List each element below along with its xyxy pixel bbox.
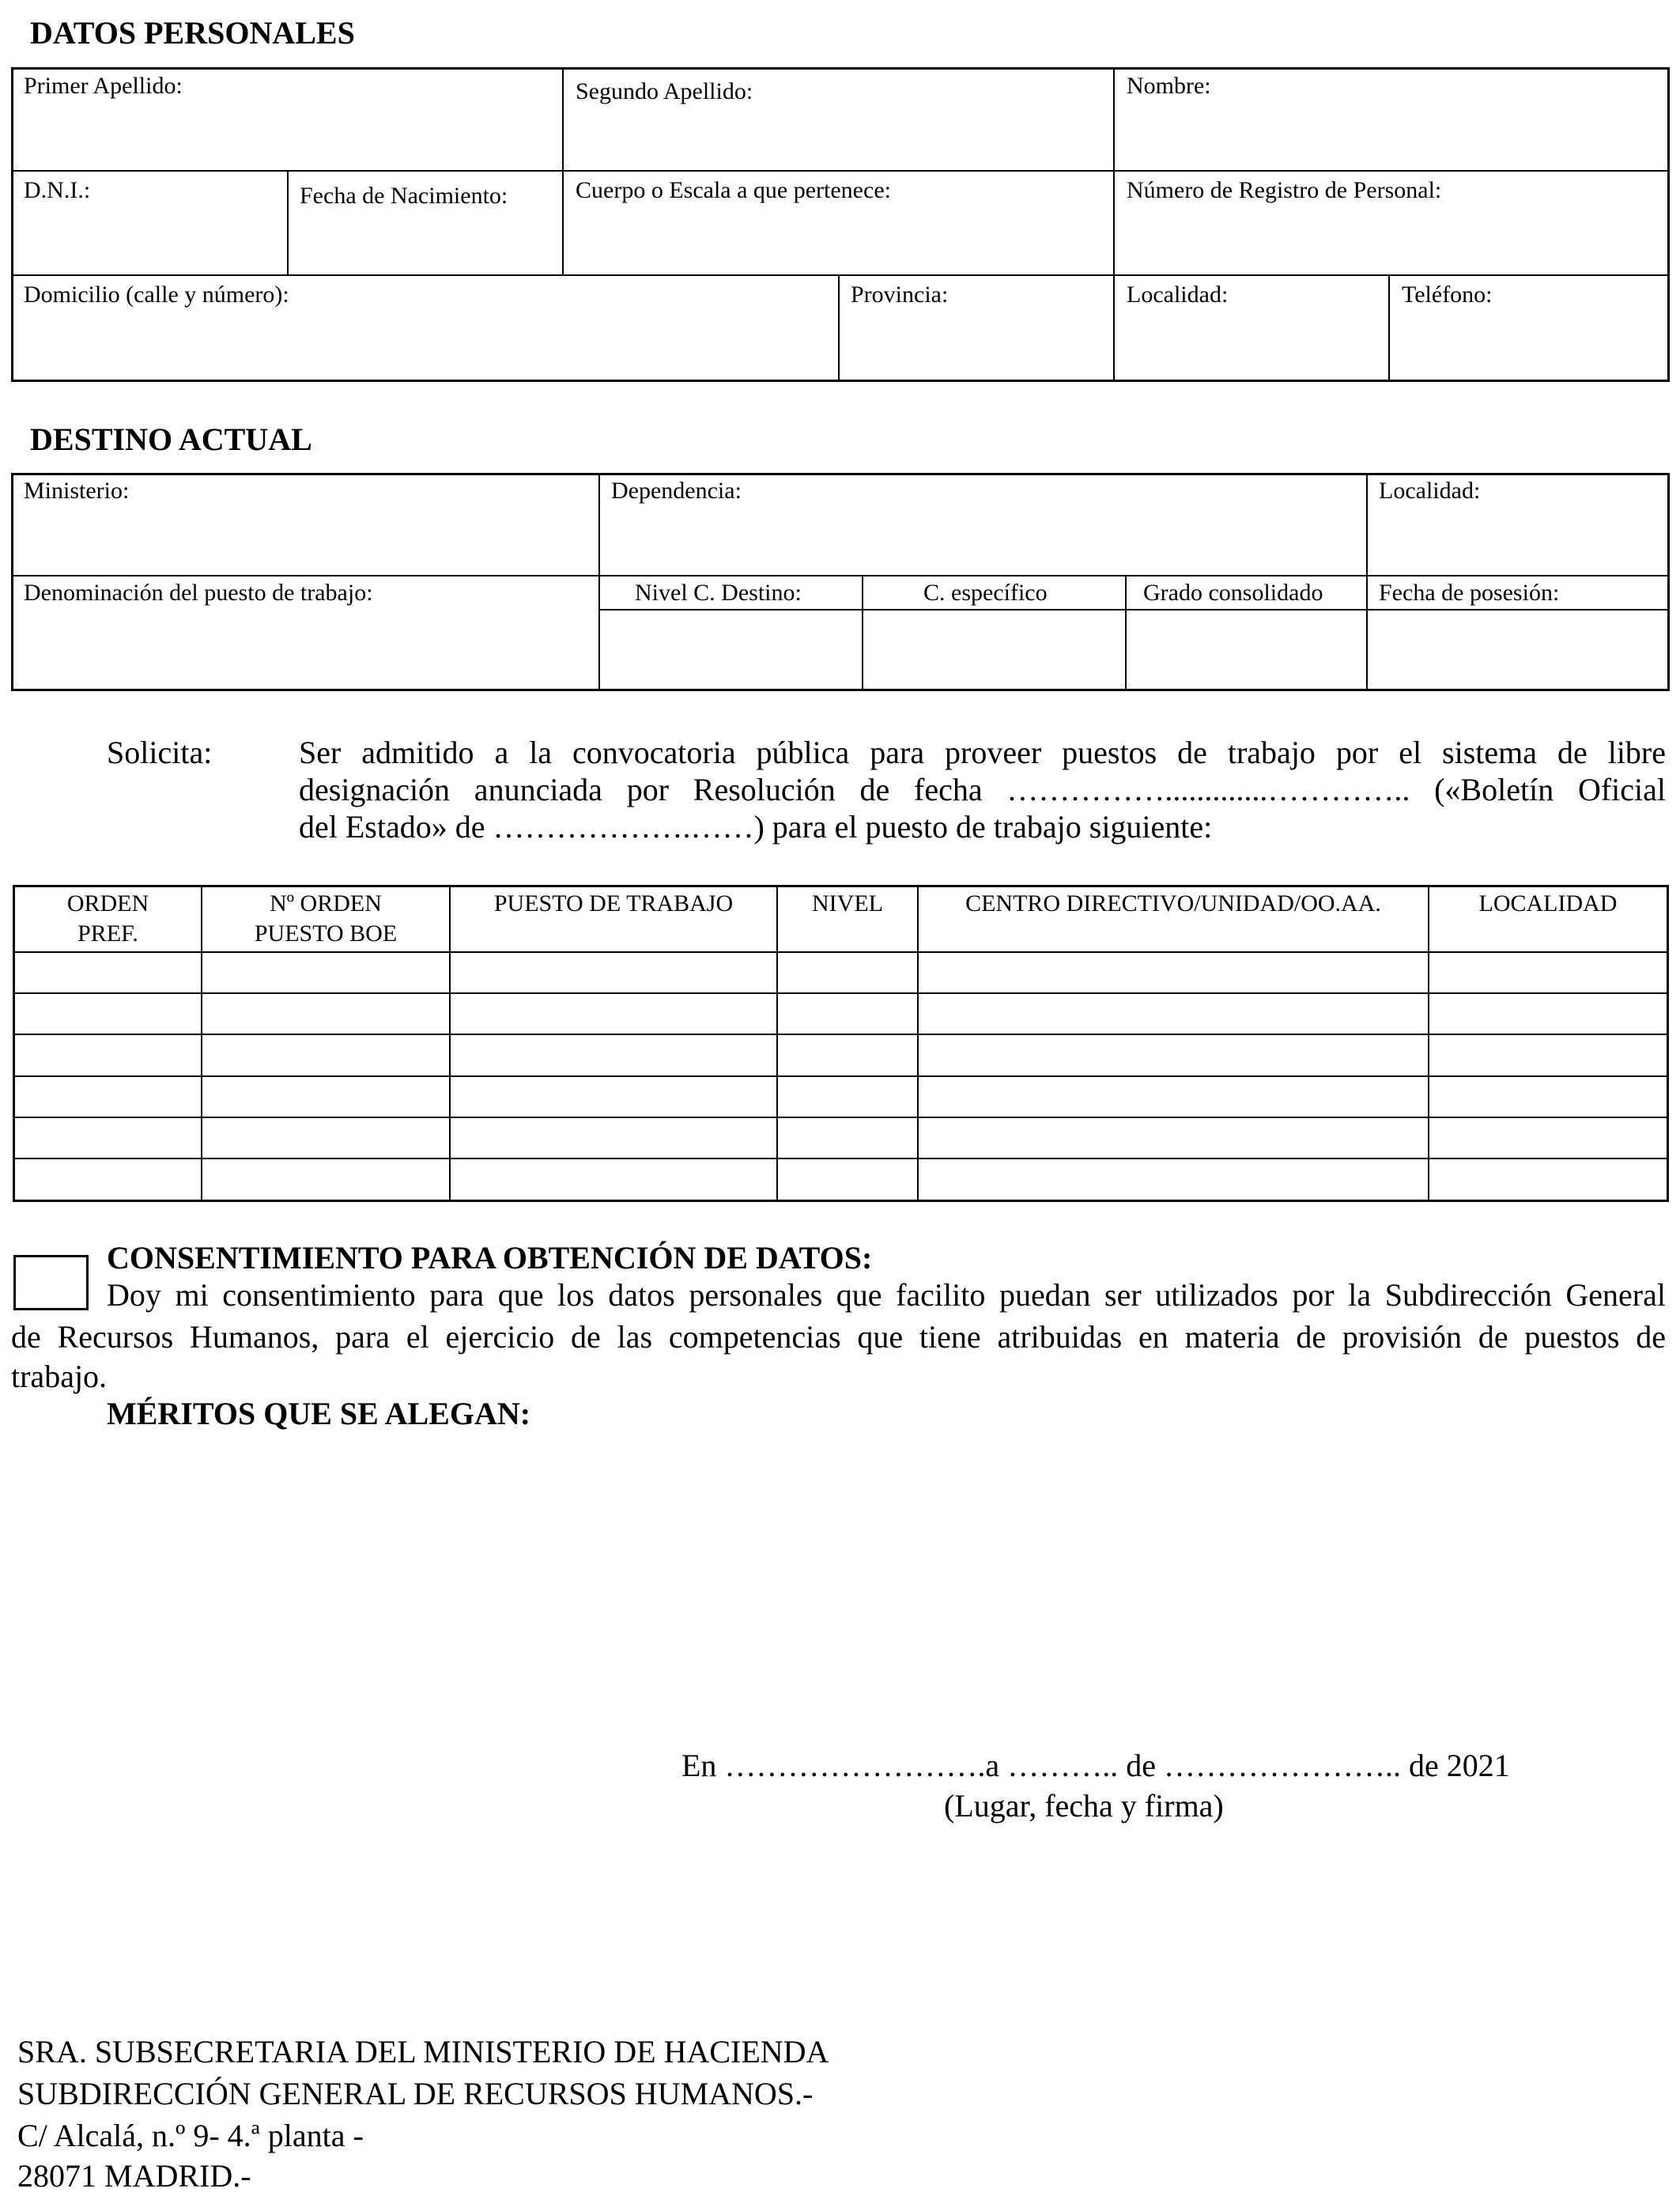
- consentimiento-title: CONSENTIMIENTO PARA OBTENCIÓN DE DATOS:: [107, 1240, 873, 1276]
- table-row[interactable]: [15, 1077, 1667, 1117]
- primer-apellido-label: Primer Apellido:: [24, 73, 183, 99]
- destino-localidad-label: Localidad:: [1379, 478, 1481, 504]
- table-row[interactable]: [15, 953, 1667, 992]
- localidad-label: Localidad:: [1127, 282, 1229, 308]
- col-puesto-header: PUESTO DE TRABAJO: [493, 890, 734, 917]
- ministerio-label: Ministerio:: [24, 478, 130, 504]
- telefono-label: Teléfono:: [1402, 282, 1493, 308]
- grado-consolidado-field[interactable]: [1127, 611, 1365, 689]
- destinatario-line-1: SRA. SUBSECRETARIA DEL MINISTERIO DE HACIENDA: [17, 2034, 829, 2069]
- destino-actual-title: DESTINO ACTUAL: [30, 421, 312, 457]
- segundo-apellido-label: Segundo Apellido:: [576, 78, 753, 104]
- consentimiento-line-2: de Recursos Humanos, para el ejercicio de las competencias que tiene atribuidas en materia de provisión de puestos de: [11, 1319, 1666, 1355]
- meritos-title: MÉRITOS QUE SE ALEGAN:: [107, 1396, 531, 1431]
- fecha-nacimiento-label: Fecha de Nacimiento:: [300, 183, 508, 209]
- destinatario-line-2: SUBDIRECCIÓN GENERAL DE RECURSOS HUMANOS.-: [17, 2076, 814, 2111]
- col-orden-pref-header: ORDEN PREF.: [66, 890, 149, 947]
- consentimiento-line-1: Doy mi consentimiento para que los datos personales que facilito puedan ser utilizados por la Subdirección General: [107, 1277, 1666, 1313]
- domicilio-label: Domicilio (calle y número):: [24, 282, 289, 308]
- col-localidad-header: LOCALIDAD: [1478, 890, 1618, 917]
- solicita-line-1: Ser admitido a la convocatoria pública para proveer puestos de trabajo por el sistema de libre: [299, 735, 1666, 770]
- lugar-fecha-line: En …………………….a ……….. de ………………….. de 2021: [681, 1748, 1510, 1783]
- consentimiento-line-3: trabajo.: [11, 1359, 108, 1394]
- datos-personales-title: DATOS PERSONALES: [30, 15, 355, 51]
- grado-consolidado-label: Grado consolidado: [1143, 580, 1323, 606]
- dni-label: D.N.I.:: [24, 177, 91, 203]
- c-especifico-label: C. específico: [923, 580, 1048, 606]
- nivel-destino-field[interactable]: [601, 611, 860, 689]
- solicita-line-3: del Estado» de ……………….……) para el puesto de trabajo siguiente:: [299, 809, 1213, 845]
- table-row[interactable]: [15, 994, 1667, 1034]
- consentimiento-checkbox[interactable]: [13, 1255, 89, 1310]
- col-centro-header: CENTRO DIRECTIVO/UNIDAD/OO.AA.: [965, 890, 1381, 917]
- destinatario-line-4: 28071 MADRID.-: [17, 2158, 251, 2194]
- denominacion-label: Denominación del puesto de trabajo:: [24, 580, 373, 606]
- provincia-label: Provincia:: [851, 282, 949, 308]
- solicita-label: Solicita:: [107, 735, 213, 770]
- fecha-posesion-field[interactable]: [1369, 611, 1667, 689]
- fecha-posesion-label: Fecha de posesión:: [1379, 580, 1560, 606]
- table-row[interactable]: [15, 1035, 1667, 1075]
- dependencia-label: Dependencia:: [611, 478, 742, 504]
- col-nivel-header: NIVEL: [812, 890, 883, 917]
- c-especifico-field[interactable]: [864, 611, 1123, 689]
- solicita-line-2: designación anunciada por Resolución de fecha …………….............………….. («Boletín Oficial: [299, 772, 1666, 807]
- cuerpo-escala-label: Cuerpo o Escala a que pertenece:: [576, 177, 891, 203]
- col-n-orden-header: Nº ORDEN PUESTO BOE: [254, 890, 398, 947]
- table-row[interactable]: [15, 1159, 1667, 1200]
- nivel-destino-label: Nivel C. Destino:: [635, 580, 802, 606]
- lugar-fecha-caption: (Lugar, fecha y firma): [944, 1788, 1224, 1824]
- nombre-label: Nombre:: [1127, 73, 1211, 99]
- meritos-area[interactable]: [11, 1439, 1670, 1724]
- table-row[interactable]: [15, 1118, 1667, 1158]
- numero-registro-label: Número de Registro de Personal:: [1127, 177, 1442, 203]
- destinatario-line-3: C/ Alcalá, n.º 9- 4.ª planta -: [17, 2118, 364, 2153]
